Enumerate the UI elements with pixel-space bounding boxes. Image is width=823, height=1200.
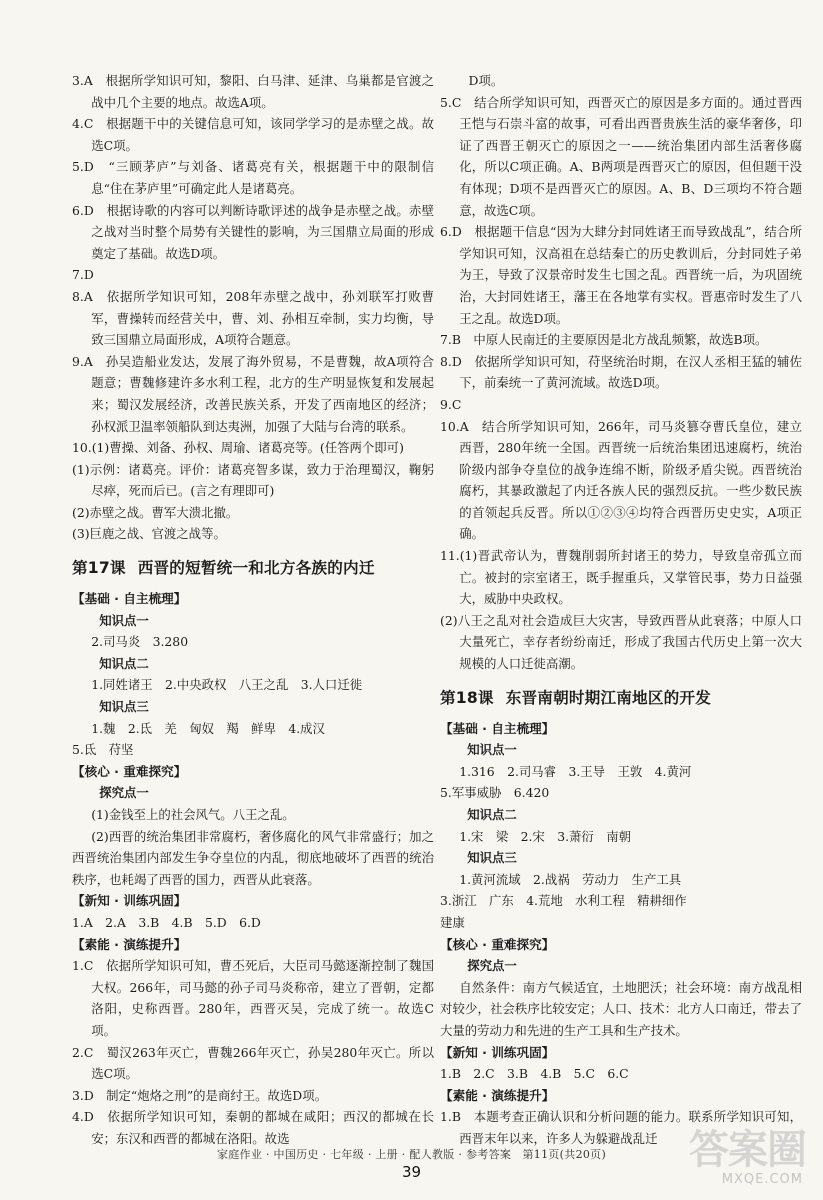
answer-subitem: (2)八王之乱对社会造成巨大灾害，导致西晋从此衰落；中原人口大量死亡，幸存者纷纷南迁，形成了我国古代历史上第一次大规模的人口迁徙高潮。 <box>440 612 802 672</box>
answer-item: 6.D 根据题干信息“因为大肆分封同姓诸王而导致战乱”，结合所学知识可知，汉高祖在总结秦亡的历史教训后，分封同姓子弟为王，导致了汉景帝时发生七国之乱。西晋统一后，为巩固统治，大封同姓诸王，藩王在各地掌有实权。晋惠帝时发生了八王之乱。故选D项。 <box>440 224 802 326</box>
right-column <box>440 70 802 1150</box>
page-footer: 家庭作业 · 中国历史 · 七年级 · 上册 · 配人教版 · 参考答案 第11页(共20页) <box>216 1148 607 1161</box>
lesson-number: 第18课 <box>440 688 494 707</box>
section-skill: 【素能 · 演练提升】 <box>72 936 187 952</box>
lesson-17-heading <box>72 556 434 580</box>
kp2-answers: 1.宋 梁 2.宋 3.萧衍 南朝 <box>459 828 631 844</box>
answer-item: 6.D 根据诗歌的内容可以判断诗歌评述的战争是赤壁之战。赤壁之战对当时整个局势有关键性的影响，为三国鼎立局面的形成奠定了基础。故选D项。 <box>72 202 434 261</box>
knowledge-point-3: 知识点三 <box>467 850 517 866</box>
section-core: 【核心 · 重难探究】 <box>72 763 187 779</box>
kp3-answers: 1.魏 2.氐 羌 匈奴 羯 鲜卑 4.成汉 <box>91 720 325 736</box>
kp3-answers: 3.浙江 广东 4.荒地 水利工程 精耕细作 <box>440 893 687 909</box>
lesson-title: 东晋南朝时期江南地区的开发 <box>505 688 712 707</box>
lesson-number: 第17课 <box>72 559 126 578</box>
section-core: 【核心 · 重难探究】 <box>440 936 555 952</box>
knowledge-point-3: 知识点三 <box>99 699 149 715</box>
answer-item: 3.A 根据所学知识可知，黎阳、白马津、延津、乌巢都是官渡之战中几个主要的地点。故选A项。 <box>72 73 434 110</box>
new-answers: 1.A 2.A 3.B 4.B 5.D 6.D <box>72 914 261 930</box>
new-answers: 1.B 2.C 3.B 4.B 5.C 6.C <box>440 1066 629 1082</box>
answer-item: 10.A 结合所学知识可知，266年，司马炎篡夺曹氏皇位，建立西晋，280年统一全国。西晋统一后统治集团迅速腐朽，统治阶级内部争夺皇位的战争连绵不断，阶级矛盾尖锐。西晋统治腐朽，其暴政激起了内迁各族人民的强烈反抗。一些少数民族的首领起兵反晋。所以①②③④均符合西晋历史史实，A项正确。 <box>440 418 802 542</box>
answer-item: 3.D 制定“炮烙之刑”的是商纣王。故选D项。 <box>72 1087 327 1103</box>
answer-item: 8.D 依据所学知识可知，苻坚统治时期，在汉人丞相王猛的辅佐下，前秦统一了黄河流域。故选D项。 <box>440 353 802 391</box>
section-basic: 【基础 · 自主梳理】 <box>72 591 187 607</box>
answer-item: 5.D “三顾茅庐”与刘备、诸葛亮有关，根据题干中的限制信息“住在茅庐里”可确定此人是诸葛亮。 <box>72 159 434 196</box>
watermark-logo <box>689 1128 809 1192</box>
answer-continuation: D项。 <box>468 73 504 88</box>
kp2-answers: 1.同姓诸王 2.中央政权 八王之乱 3.人口迁徙 <box>91 677 363 693</box>
section-new: 【新知 · 训练巩固】 <box>440 1044 555 1060</box>
lesson-title: 西晋的短暂统一和北方各族的内迁 <box>137 559 375 578</box>
answer-item: 4.D 依据所学知识可知，秦朝的都城在咸阳；西汉的都城在长安；东汉和西晋的都城在洛阳。故选 <box>72 1109 434 1146</box>
answer-subitem: (3)巨鹿之战、官渡之战等。 <box>72 526 226 542</box>
answer-subitem: (1)示例：诸葛亮。评价：诸葛亮智多谋，致力于治理蜀汉，鞠躬尽瘁，死而后已。(言之有理即可) <box>72 461 434 499</box>
section-skill: 【素能 · 演练提升】 <box>440 1087 555 1103</box>
kp3-answers: 建康 <box>440 914 465 930</box>
watermark-text: 答案圈 <box>689 1127 806 1173</box>
answer-item: 10.(1)曹操、刘备、孙权、周瑜、诸葛亮等。(任答两个即可) <box>72 440 404 456</box>
kp1-answers: 2.司马炎 3.280 <box>91 634 189 650</box>
knowledge-point-2: 知识点二 <box>99 655 149 671</box>
explore-answer: (2)西晋的统治集团非常腐朽，奢侈腐化的风气非常盛行；加之西晋统治集团内部发生争夺皇位的内乱，彻底地破坏了西晋的统治秩序，也耗竭了西晋的国力，西晋从此衰落。 <box>72 828 434 887</box>
knowledge-point-1: 知识点一 <box>99 612 149 628</box>
section-basic: 【基础 · 自主梳理】 <box>440 720 555 736</box>
answer-item: 8.A 依据所学知识可知，208年赤壁之战中，孙刘联军打败曹军，曹操转而经营关中，曹、刘、孙相互牵制，实力均衡，导致三国鼎立局面形成，A项符合题意。 <box>72 288 434 348</box>
answer-item: 7.D <box>72 267 94 283</box>
answer-item: 1.B 本题考查正确认识和分析问题的能力。联系所学知识可知，西晋末年以来，许多人为躲避战乱迁 <box>440 1109 802 1146</box>
answer-subitem: (2)赤壁之战。曹军大溃北撤。 <box>72 504 239 520</box>
answer-item: 1.C 依据所学知识可知，曹丕死后，大臣司马懿逐渐控制了魏国大权。266年，司马懿的孙子司马炎称帝，建立了晋朝，定都洛阳，史称西晋。280年，西晋灭吴，完成了统一。故选C项。 <box>72 958 434 1038</box>
kp3-answers: 1.黄河流域 2.战祸 劳动力 生产工具 <box>459 871 682 887</box>
kp3-answers: 5.氐 苻坚 <box>72 742 134 758</box>
explore-point-1: 探究点一 <box>467 958 517 974</box>
watermark-url: MXQE.COM <box>721 1172 803 1187</box>
answer-item: 2.C 蜀汉263年灭亡，曹魏266年灭亡，孙吴280年灭亡。所以选C项。 <box>72 1044 434 1082</box>
answer-item: 9.C <box>440 396 462 412</box>
left-column <box>72 70 434 1150</box>
section-new: 【新知 · 训练巩固】 <box>72 893 187 909</box>
explore-answer: (1)金钱至上的社会风气。八王之乱。 <box>91 807 295 822</box>
answer-item: 11.(1)晋武帝认为，曹魏削弱所封诸王的势力，导致皇帝孤立而亡。被封的宗室诸王，既手握重兵，又掌管民事，势力日益强大，威胁中央政权。 <box>440 548 802 607</box>
explore-answer: 自然条件：南方气候适宜，土地肥沃；社会环境：南方战乱相对较少，社会秩序比较安定；人口、技术：北方人口南迁，带去了大量的劳动力和先进的生产工具和生产技术。 <box>440 979 802 1038</box>
kp1-answers: 1.316 2.司马睿 3.王导 王敦 4.黄河 <box>459 763 692 779</box>
knowledge-point-2: 知识点二 <box>467 807 517 822</box>
answer-item: 5.C 结合所学知识可知，西晋灭亡的原因是多方面的。通过晋西王恺与石崇斗富的故事，可看出西晋贵族生活的豪华奢侈，印证了西晋王朝灭亡的原因之一——统治集团内部生活奢侈腐化，所以C项正确。A、B两项是西晋灭亡的原因，但但题干没有体现；D项不是西晋灭亡的原因。A、B、D三项均不符合题意，故选C项。 <box>440 94 802 218</box>
answer-item: 7.B 中原人民南迁的主要原因是北方战乱频繁，故选B项。 <box>440 332 768 348</box>
lesson-18-heading <box>440 686 802 710</box>
knowledge-point-1: 知识点一 <box>467 742 517 758</box>
kp1-answers: 5.军事威胁 6.420 <box>440 785 550 801</box>
page-number: 39 <box>401 1163 422 1181</box>
answer-item: 9.A 孙吴造船业发达，发展了海外贸易，不是曹魏，故A项符合题意；曹魏修建许多水利工程，北方的生产明显恢复和发展起来；蜀汉发展经济，改善民族关系，开发了西南地区的经济；孙权派卫温率领船队到达夷洲，加强了大陆与台湾的联系。 <box>72 353 434 434</box>
explore-point-1: 探究点一 <box>99 785 149 801</box>
answer-item: 4.C 根据题干中的关键信息可知，该同学学习的是赤壁之战。故选C项。 <box>72 116 434 153</box>
